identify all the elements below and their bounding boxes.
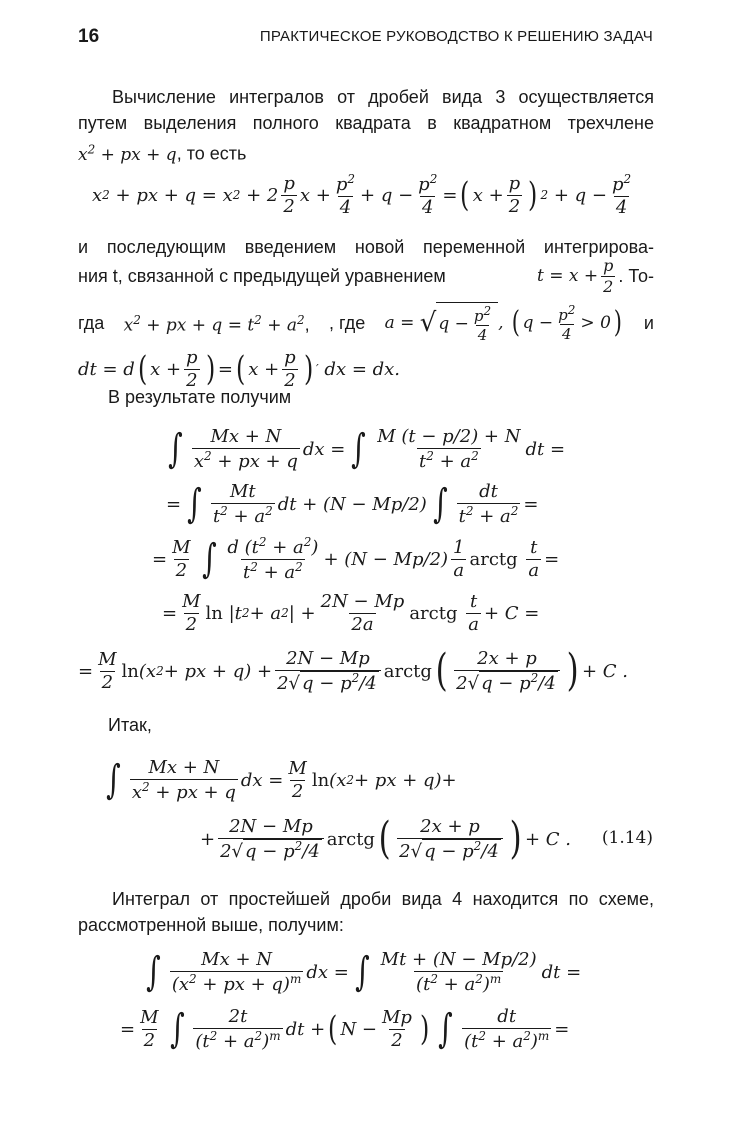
page-number: 16	[78, 26, 100, 47]
eq-b2: + 2N − Mp 2√ $q - p^2/4$ arctg ( 2x + p 2√ $q - p^2/4$ ) + C .	[200, 813, 572, 864]
para1-line3	[78, 136, 654, 168]
eq-c2: = M 2 ∫ 2t $(t^2 + a^2)^m$ dt + ( N − Mp 2 ) ∫ dt $(t^2 + a^2)^m$ =	[120, 1005, 570, 1052]
eq-c1: ∫ Mx + N ($x^2$ + px + q)$^m$ dx = ∫ Mt + (N − Mp/2) $(t^2 + a^2)^m$ dt =	[146, 948, 582, 995]
formula-complete-square: x 2 + px + q = x 2 + 2 p 2 x + $p^2$ 4 + q − $p^2$ 4 = ( x + p 2 ) 2 + q − $p^2$ 4	[92, 171, 632, 218]
para2-line2-text: ния t, связанной с предыдущей уравнением	[78, 266, 446, 286]
eq-a2: = ∫ Mt $t^2 + a^2$ dt + (N − Mp/2) ∫ dt $t^2 + a^2$ =	[166, 480, 539, 527]
para2-line3	[78, 300, 654, 346]
formula-dt: dt = d ( x + p 2 ) = ( x + p 2 ) ′ dx = dx.	[78, 346, 401, 391]
para2-and: и	[643, 313, 654, 333]
result-text: В результате получим	[108, 387, 292, 407]
itak-text: Итак,	[108, 715, 152, 735]
para2-where-start: гда	[78, 313, 105, 333]
a-definition-math: a = √ q − $p^2$ 4 , ( q − $p^2$ 4 > 0 )	[384, 303, 622, 344]
eq-b1: ∫ Mx + N $x^2$ + px + q dx = M 2 ln (x 2 + px + q)+	[106, 756, 457, 803]
eq-a1: ∫ Mx + N $x^2$ + px + q dx = ∫ M (t − p/2) + N $t^2 + a^2$ dt =	[168, 425, 566, 472]
para1-line3-text: , то есть	[176, 143, 247, 164]
para3-line2: рассмотренной выше, получим:	[78, 915, 344, 935]
eq-a4: = M 2 ln |t 2 + a 2 | + 2N − Mp 2a arctg t a + C =	[162, 590, 540, 635]
trinomial-math: $x^2$ + px + q	[78, 142, 177, 165]
substitution-math: t = x + p 2 . То-	[537, 256, 654, 296]
t-substitution-math: $x^2$ + px + $q = t^2 + a^2$,	[123, 313, 310, 336]
para1-line2: путем выделения полного квадрата в квадратном трехчлене	[78, 113, 654, 133]
para2-line1: и последующим введением новой переменной интегрирова-	[78, 237, 654, 257]
para2-line2	[78, 256, 654, 296]
eq-a3: = M 2 ∫ d $(t^2 + a^2)$ $t^2 + a^2$ + (N − Mp/2) 1 a arctg t a =	[152, 534, 560, 583]
para2-where: , где	[328, 313, 366, 333]
eq-a5: = M 2 ln (x 2 + px + q) + 2N − Mp 2√ $q - p^2/4$ arctg ( 2x + p 2√ $q - p^2/4$ ) + C .	[78, 645, 629, 696]
para3-line1: Интеграл от простейшей дроби вида 4 находится по схеме,	[112, 889, 654, 909]
para1-line1: Вычисление интегралов от дробей вида 3 осуществляется	[112, 87, 654, 107]
running-title: ПРАКТИЧЕСКОЕ РУКОВОДСТВО К РЕШЕНИЮ ЗАДАЧ	[259, 28, 653, 45]
equation-number: (1.14)	[601, 828, 653, 848]
